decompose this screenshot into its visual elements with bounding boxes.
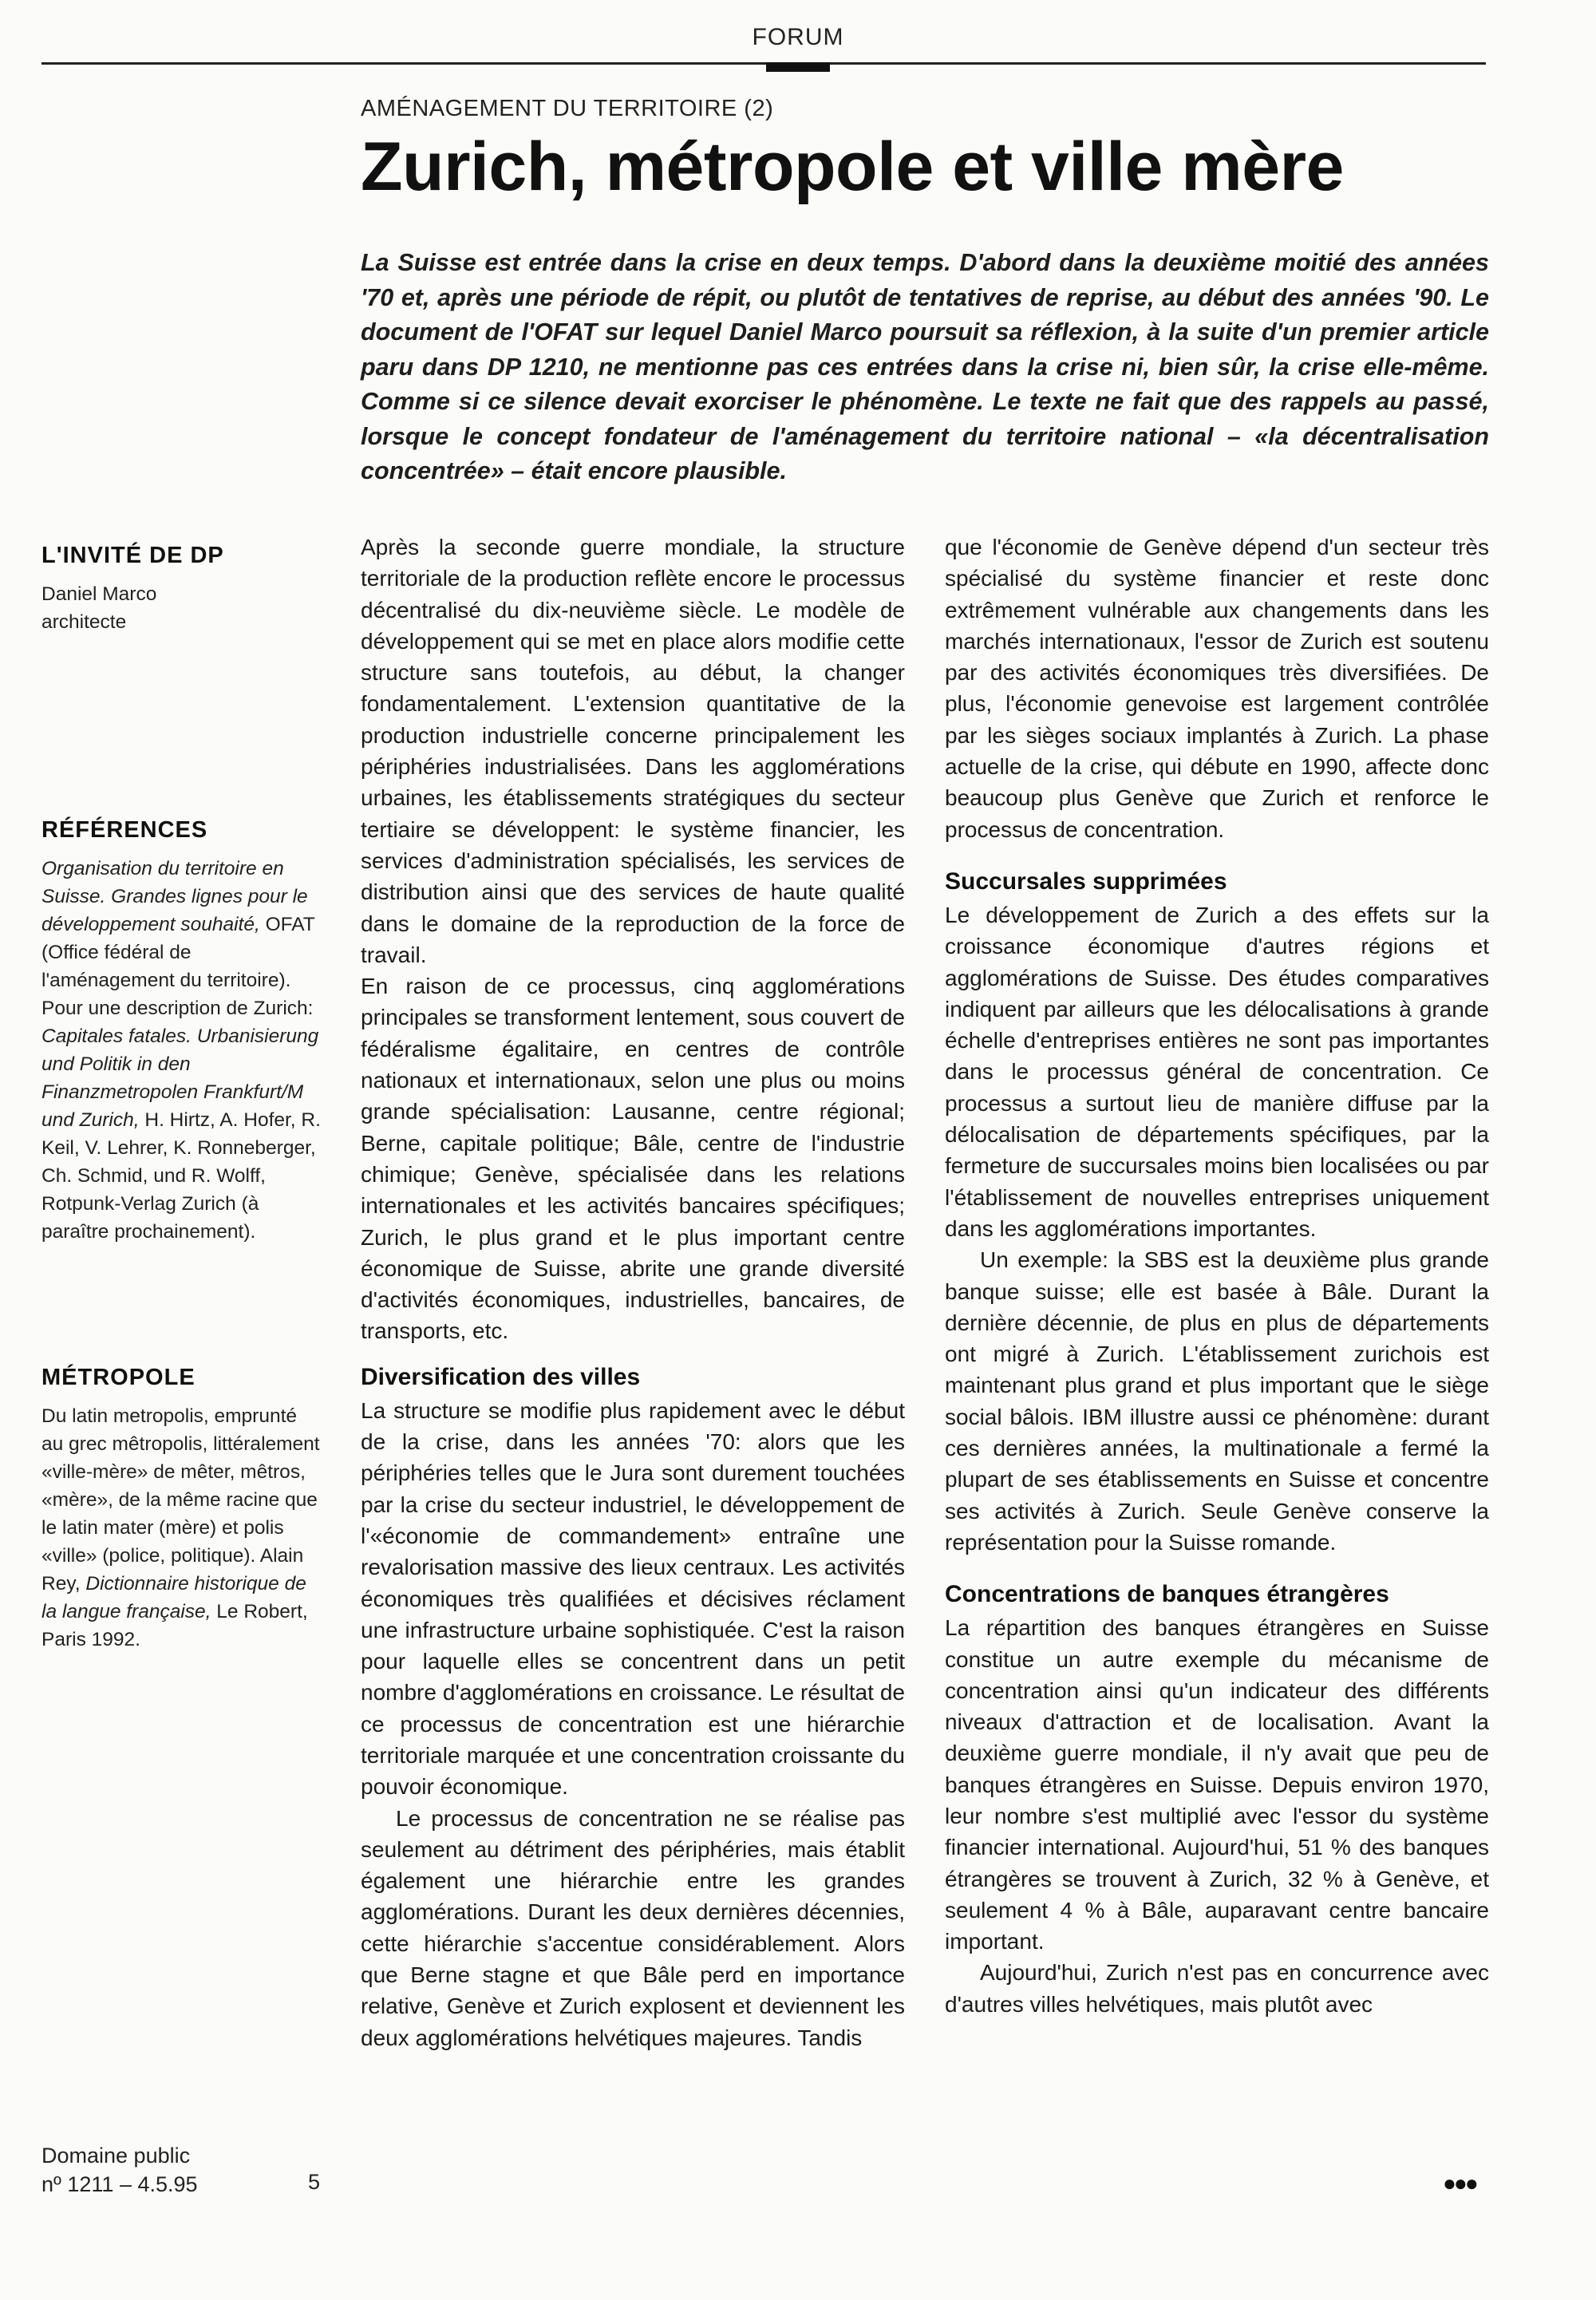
metropole-source-title: Dictionnaire historique de la langue française, xyxy=(41,1573,306,1622)
reference-2-intro: Pour une description de Zurich: xyxy=(41,998,314,1019)
subheading-succursales: Succursales supprimées xyxy=(945,867,1227,895)
guest-name: Daniel Marco xyxy=(41,583,157,605)
reference-2-title: Capitales fatales. Urbanisierung und Politik in den Finanzmetropolen Frankfurt/M und Zurich, xyxy=(41,1026,319,1131)
issue-number: nº 1211 – 4.5.95 xyxy=(41,2172,198,2196)
guest-role: architecte xyxy=(41,611,127,633)
sidebar-metropole xyxy=(41,1365,322,1654)
page-number: 5 xyxy=(308,2170,321,2194)
reference-1-title: Organisation du territoire en Suisse. Grandes lignes pour le développement souhaité, xyxy=(41,858,308,935)
paragraph: La structure se modifie plus rapidement avec le début de la crise, dans les années '70: alors que les périphéries telles que le Jura sont durement touchées par la crise du secteur industriel, le développement de l'«économie de commandement» entraîne une revalorisation massive des lieux centraux. Les activités économiques très qualifiées et décisives réclament une infrastructure urbaine sophistiquée. C'est la raison pour laquelle elles se concentrent dans un petit nombre d'agglomérations en croissance. Le résultat de ce processus de concentration est une hiérarchie territoriale marquée et une concentration croissante du pouvoir économique. xyxy=(361,1397,905,1800)
reference-1-rest: OFAT (Office fédéral de l'aménagement du territoire). xyxy=(41,914,315,991)
article-title: Zurich, métropole et ville mère xyxy=(361,128,1344,205)
subheading-diversification: Diversification des villes xyxy=(361,1363,641,1390)
section-label: FORUM xyxy=(752,24,844,50)
reference-1 xyxy=(41,855,322,994)
reference-2-rest: H. Hirtz, A. Hofer, R. Keil, V. Lehrer, K. Ronneberger, Ch. Schmid, und R. Wolff, Rotpunk-Verlag Zurich (à paraître prochainement). xyxy=(41,1109,321,1243)
paragraph: Après la seconde guerre mondiale, la structure territoriale de la production reflète encore le processus décentralisé du dix-neuvième siècle. Le modèle de développement qui se met en place alors modifie cette structure sans toutefois, au début, la changer fondamentalement. L'extension quantitative de la production industrielle concerne principalement les périphéries industrialisées. Dans les agglomérations urbaines, les établissements stratégiques du secteur tertiaire se développent: le système financier, les services d'administration spécialisés, les services de distribution ainsi que des services de haute qualité dans le domaine de la reproduction de la force de travail. xyxy=(361,535,905,967)
header-rule xyxy=(41,62,1486,65)
publication-name: Domaine public xyxy=(41,2144,191,2168)
paragraph: que l'économie de Genève dépend d'un secteur très spécialisé du système financier et reste donc extrêmement vulnérable aux changements dans les marchés internationaux, l'essor de Zurich est soutenu par des activités économiques très diversifiées. De plus, l'économie genevoise est largement contrôlée par les sièges sociaux implantés à Zurich. La phase actuelle de la crise, qui débute en 1990, affecte donc beaucoup plus Genève que Zurich et renforce le processus de concentration. xyxy=(945,535,1489,842)
continue-marker: ●●● xyxy=(1443,2171,1476,2195)
paragraph: La répartition des banques étrangères en Suisse constitue un autre exemple du mécanisme de concentration ainsi qu'un indicateur des différents niveaux d'attraction et de localisation. Avant la deuxième guerre mondiale, il n'y avait que peu de banques étrangères en Suisse. Depuis environ 1970, leur nombre s'est multiplié avec l'essor du système financier international. Aujourd'hui, 51 % des banques étrangères se trouvent à Zurich, 32 % à Genève, et seulement 4 % à Bâle, auparavant centre bancaire important. xyxy=(945,1615,1489,1954)
metropole-text: Du latin metropolis, emprunté au grec mêtropolis, littéralement «ville-mère» de mêter, mêtros, «mère», de la même racine que le latin mater (mère) et polis «ville» (police, politique). Alain Rey, xyxy=(41,1405,320,1595)
metropole-definition xyxy=(41,1402,322,1654)
header-tab xyxy=(766,62,830,72)
metropole-heading: MÉTROPOLE xyxy=(41,1365,196,1390)
paragraph: Le développement de Zurich a des effets sur la croissance économique d'autres régions et agglomérations de Suisse. Des études comparatives indiquent par ailleurs que les délocalisations à grande échelle d'entreprises entières ne sont pas importantes dans le processus général de concentration. Ce processus a surtout lieu de manière diffuse par la délocalisation de départements spécifiques, par la fermeture de succursales moins bien localisées ou par l'établissement de nouvelles entreprises uniquement dans les agglomérations importantes. xyxy=(945,902,1489,1241)
footer-publication xyxy=(41,2141,198,2199)
sidebar-references xyxy=(41,817,322,1246)
paragraph: Le processus de concentration ne se réalise pas seulement au détriment des périphéries, mais établit également une hiérarchie entre les grandes agglomérations. Durant les deux dernières décennies, cette hiérarchie s'accentue considérablement. Alors que Berne stagne et que Bâle perd en importance relative, Genève et Zurich explosent et deviennent les deux agglomérations helvétiques majeures. Tandis xyxy=(361,1805,905,2050)
subheading-banques: Concentrations de banques étrangères xyxy=(945,1581,1389,1608)
metropole-source-rest: Le Robert, Paris 1992. xyxy=(41,1601,308,1650)
paragraph: Aujourd'hui, Zurich n'est pas en concurrence avec d'autres villes helvétiques, mais plutôt avec xyxy=(945,1960,1489,2017)
body-column-2 xyxy=(945,532,1489,2020)
article-intro: La Suisse est entrée dans la crise en deux temps. D'abord dans la deuxième moitié des années '70 et, après une période de répit, ou plutôt de tentatives de reprise, au début des années '90. Le document de l'OFAT sur lequel Daniel Marco poursuit sa réflexion, à la suite d'un premier article paru dans DP 1210, ne mentionne pas ces entrées dans la crise ni, bien sûr, la crise elle-même. Comme si ce silence devait exorciser le phénomène. Le texte ne fait que des rappels au passé, lorsque le concept fondateur de l'aménagement du territoire national – «la décentralisation concentrée» – était encore plausible. xyxy=(361,249,1489,484)
paragraph: En raison de ce processus, cinq agglomérations principales se transforment lentement, sous couvert de fédéralisme égalitaire, en centres de contrôle nationaux et internationaux, selon une plus ou moins grande spécialisation: Lausanne, centre régional; Berne, capitale politique; Bâle, centre de l'industrie chimique; Genève, spécialisée dans les relations internationales et les activités bancaires spécifiques; Zurich, le plus grand et le plus important centre économique de Suisse, abrite une grande diversité d'activités économiques, industrielles, bancaires, de transports, etc. xyxy=(361,974,905,1344)
paragraph: Un exemple: la SBS est la deuxième plus grande banque suisse; elle est basée à Bâle. Durant la dernière décennie, de plus en plus de départements ont migré à Zurich. L'établissement zurichois est maintenant plus grand et plus important que le siège social bâlois. IBM illustre aussi ce phénomène: durant ces dernières années, la multinationale a fermé la plupart de ses établissements en Suisse et concentre ses activités à Zurich. Seule Genève conserve la représentation pour la Suisse romande. xyxy=(945,1247,1489,1555)
body-column-1 xyxy=(361,532,905,2053)
reference-2 xyxy=(41,994,322,1246)
guest-heading: L'INVITÉ DE DP xyxy=(41,543,224,568)
article-kicker: AMÉNAGEMENT DU TERRITOIRE (2) xyxy=(361,96,774,121)
sidebar-guest xyxy=(41,543,322,636)
references-heading: RÉFÉRENCES xyxy=(41,817,208,843)
